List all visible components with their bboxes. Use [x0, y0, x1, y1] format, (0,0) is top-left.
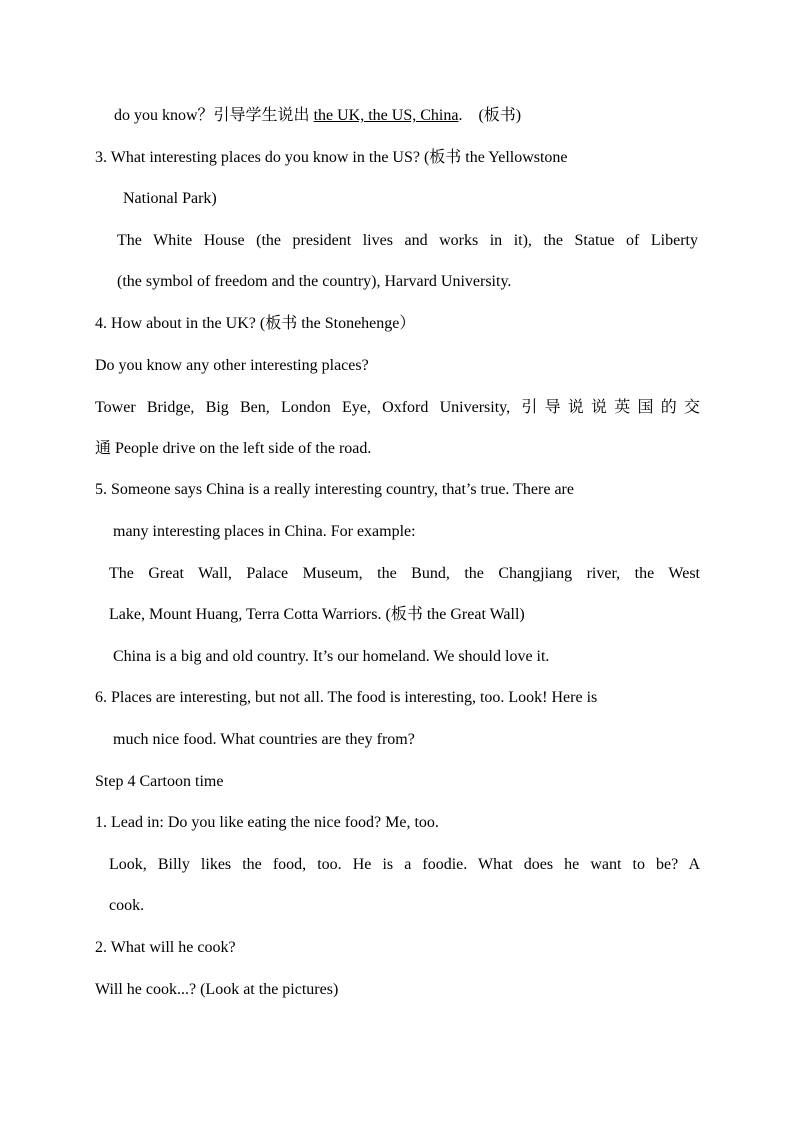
- text-line: Lake, Mount Huang, Terra Cotta Warriors. (板书 the Great Wall): [109, 606, 525, 623]
- text-line: many interesting places in China. For example:: [113, 523, 416, 540]
- text-line: China is a big and old country. It’s our homeland. We should love it.: [113, 648, 550, 665]
- section-heading: Step 4 Cartoon time: [95, 773, 224, 790]
- text-line: 通 People drive on the left side of the road.: [95, 440, 372, 457]
- text-line: much nice food. What countries are they from?: [113, 731, 415, 748]
- text-line: 2. What will he cook?: [95, 939, 236, 956]
- text-line: 1. Lead in: Do you like eating the nice food? Me, too.: [95, 814, 439, 831]
- text-line: 3. What interesting places do you know in the US? (板书 the Yellowstone: [95, 149, 568, 166]
- text-line: [114, 106, 521, 126]
- line-text-pre: do you know？引导学生说出: [114, 107, 314, 124]
- text-line: Tower Bridge, Big Ben, London Eye, Oxford University, 引导说说英国的交: [95, 399, 700, 416]
- text-line: Do you know any other interesting places?: [95, 357, 369, 374]
- text-line: (the symbol of freedom and the country), Harvard University.: [117, 273, 512, 290]
- text-line: Will he cook...? (Look at the pictures): [95, 981, 339, 998]
- text-line: 6. Places are interesting, but not all. The food is interesting, too. Look! Here is: [95, 689, 598, 706]
- underlined-countries: the UK, the US, China: [313, 107, 459, 124]
- text-line: The Great Wall, Palace Museum, the Bund, the Changjiang river, the West: [109, 565, 700, 582]
- text-line: 5. Someone says China is a really interesting country, that’s true. There are: [95, 481, 574, 498]
- text-line: Look, Billy likes the food, too. He is a foodie. What does he want to be? A: [109, 856, 700, 873]
- text-line: cook.: [109, 897, 145, 914]
- text-line: The White House (the president lives and works in it), the Statue of Liberty: [117, 232, 698, 249]
- line-text-post: . (板书): [458, 107, 522, 124]
- text-line: National Park): [123, 190, 217, 207]
- text-line: 4. How about in the UK? (板书 the Stonehenge）: [95, 315, 416, 332]
